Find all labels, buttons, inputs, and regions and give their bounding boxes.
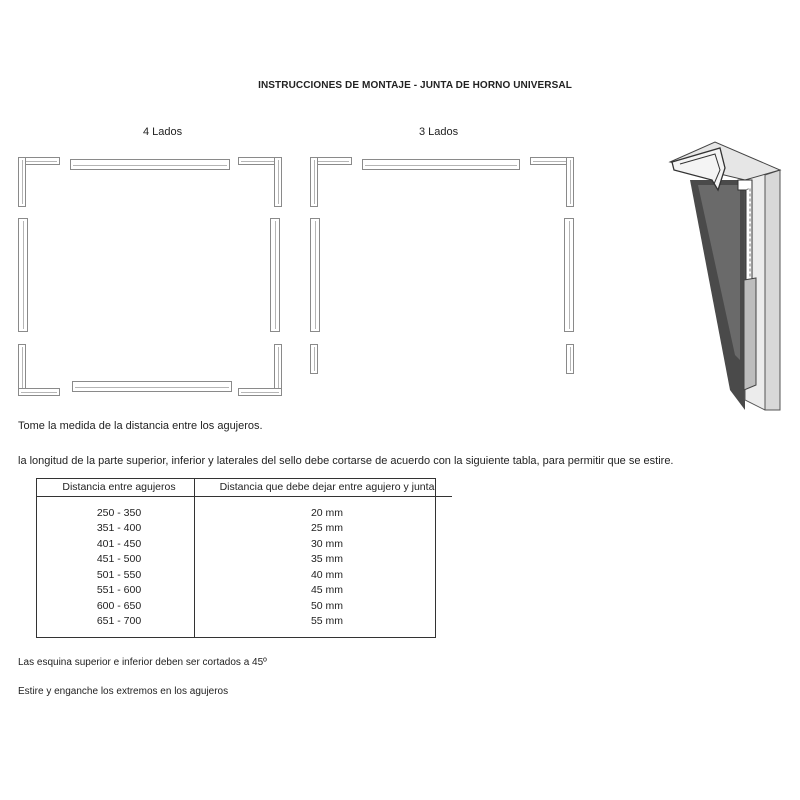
gap-cell: 45 mm	[310, 584, 344, 597]
side-strip	[564, 218, 574, 332]
gap-cell: 50 mm	[310, 599, 344, 612]
note-cut-45: Las esquina superior e inferior deben ser cortados a 45º	[18, 657, 267, 668]
end-stub	[310, 344, 318, 374]
table-row	[36, 521, 452, 537]
table-row	[36, 536, 452, 552]
top-strip	[362, 159, 520, 170]
hole-distance-cell: 600 - 650	[96, 599, 142, 612]
gap-cell: 25 mm	[310, 522, 344, 535]
corner-piece	[310, 157, 318, 207]
gap-cell: 35 mm	[310, 553, 344, 566]
hole-distance-cell: 551 - 600	[96, 584, 142, 597]
gap-cell: 20 mm	[310, 506, 344, 519]
table-row	[36, 614, 452, 630]
four-sides-label: 4 Lados	[143, 126, 183, 138]
hole-distance-cell: 250 - 350	[96, 506, 142, 519]
side-strip	[270, 218, 280, 332]
table-row	[36, 552, 452, 568]
gap-cell: 40 mm	[310, 568, 344, 581]
hole-distance-cell: 351 - 400	[96, 522, 142, 535]
gap-cell: 55 mm	[310, 615, 344, 628]
gap-cell: 30 mm	[310, 537, 344, 550]
hole-distance-cell: 651 - 700	[96, 615, 142, 628]
instruction-cut-length: la longitud de la parte superior, inferior y laterales del sello debe cortarse de acuerdo con la siguiente tabla, para permitir que se estire.	[18, 455, 674, 467]
corner-piece	[566, 157, 574, 207]
table-row	[36, 567, 452, 583]
table-row	[36, 505, 452, 521]
hole-distance-cell: 451 - 500	[96, 553, 142, 566]
corner-piece	[274, 157, 282, 207]
hole-distance-cell: 401 - 450	[96, 537, 142, 550]
table-row	[36, 583, 452, 599]
table-row	[36, 598, 452, 614]
spec-table	[36, 478, 452, 629]
bottom-strip	[72, 381, 232, 392]
corner-piece	[18, 388, 60, 396]
top-strip	[70, 159, 230, 170]
document-title: INSTRUCCIONES DE MONTAJE - JUNTA DE HORNO UNIVERSAL	[258, 80, 572, 91]
end-stub	[566, 344, 574, 374]
column-header: Distancia entre agujeros	[36, 478, 202, 497]
corner-piece	[18, 157, 26, 207]
instruction-measure: Tome la medida de la distancia entre los agujeros.	[18, 420, 263, 432]
side-strip	[310, 218, 320, 332]
three-sides-label: 3 Lados	[419, 126, 459, 138]
note-stretch-hook: Estire y enganche los extremos en los agujeros	[18, 686, 229, 697]
hole-distance-cell: 501 - 550	[96, 568, 142, 581]
corner-piece	[238, 388, 282, 396]
gasket-profile-illustration	[660, 140, 790, 415]
column-header: Distancia que debe dejar entre agujero y junta	[202, 478, 452, 497]
side-strip	[18, 218, 28, 332]
